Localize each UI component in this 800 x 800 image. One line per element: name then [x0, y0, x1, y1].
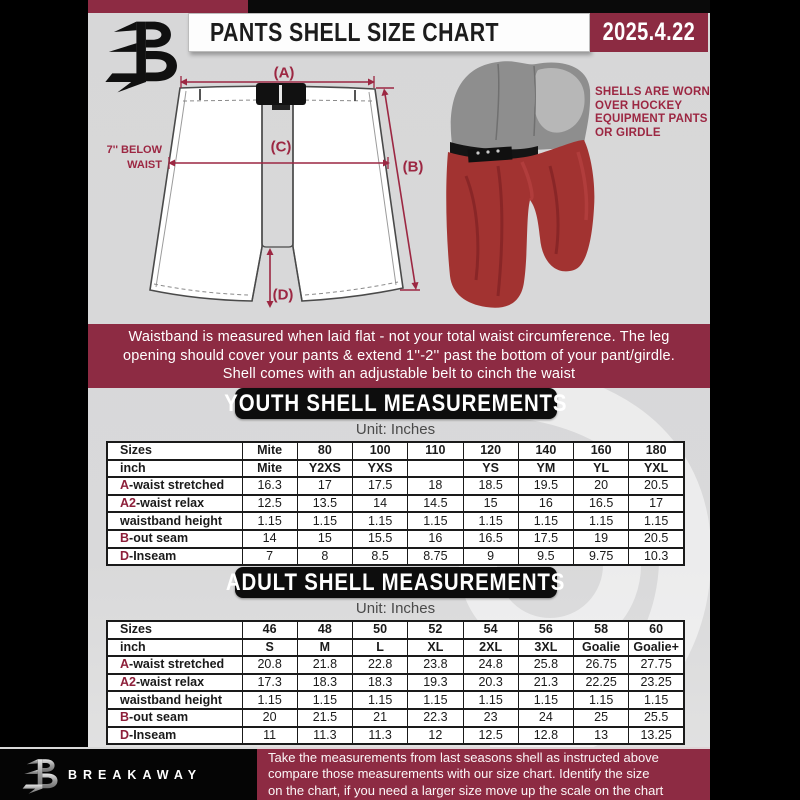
youth-unit-label: Unit: Inches	[355, 421, 436, 438]
size-value-cell: 15.5	[353, 530, 408, 548]
size-value-cell: 26.75	[574, 656, 629, 674]
size-value-cell: 140	[518, 442, 573, 460]
size-value-cell: 18.5	[463, 477, 518, 495]
size-value-cell: 9	[463, 548, 518, 566]
size-value-cell: 13	[574, 727, 629, 745]
size-value-cell: YM	[518, 460, 573, 478]
row-label: waistband height	[107, 512, 242, 530]
row-label: D-Inseam	[107, 548, 242, 566]
size-value-cell: 15	[297, 530, 352, 548]
instruction-line: Shell comes with an adjustable belt to cinch the waist	[222, 366, 576, 383]
adult-unit-label: Unit: Inches	[355, 600, 436, 617]
size-value-cell: 1.15	[297, 691, 352, 709]
size-value-cell: 20	[242, 709, 297, 727]
size-value-cell: 21.8	[297, 656, 352, 674]
size-value-cell: 13.25	[629, 727, 684, 745]
size-value-cell: 14	[353, 495, 408, 513]
size-value-cell: 14.5	[408, 495, 463, 513]
page-title: PANTS SHELL SIZE CHART	[210, 17, 499, 47]
instruction-line: Waistband is measured when laid flat - not your total waist circumference. The leg	[128, 329, 670, 346]
shells-note: SHELLS ARE WORN OVER HOCKEY EQUIPMENT PANTS OR GIRDLE	[595, 86, 711, 139]
table-row	[107, 512, 684, 530]
row-label: A-waist stretched	[107, 477, 242, 495]
table-row	[107, 548, 684, 566]
footer-breakaway-logo	[20, 755, 58, 795]
size-value-cell: 18	[408, 477, 463, 495]
footer-line: on the chart, if you need a larger size move up the scale on the chart	[268, 782, 664, 798]
measure-label-c: (C)	[270, 138, 292, 156]
table-row	[107, 495, 684, 513]
size-value-cell: 8.75	[408, 548, 463, 566]
size-value-cell: 2XL	[463, 639, 518, 657]
size-value-cell: 1.15	[353, 512, 408, 530]
size-value-cell: 15	[463, 495, 518, 513]
below-waist-note: 7'' BELOW WAIST	[106, 144, 162, 171]
size-value-cell: 1.15	[574, 512, 629, 530]
size-value-cell: 60	[629, 621, 684, 639]
size-value-cell: 1.15	[629, 512, 684, 530]
row-label: A2-waist relax	[107, 674, 242, 692]
size-value-cell: 21	[353, 709, 408, 727]
size-value-cell: 8	[297, 548, 352, 566]
table-row	[107, 477, 684, 495]
size-value-cell: 20.5	[629, 477, 684, 495]
size-value-cell: 1.15	[353, 691, 408, 709]
youth-section-title: YOUTH SHELL MEASUREMENTS	[224, 389, 568, 417]
size-value-cell: 19	[574, 530, 629, 548]
size-value-cell: 46	[242, 621, 297, 639]
size-value-cell: XL	[408, 639, 463, 657]
size-value-cell: 24	[518, 709, 573, 727]
youth-section-banner	[224, 388, 568, 419]
size-value-cell: 20	[574, 477, 629, 495]
shorts-outline	[150, 83, 403, 301]
size-value-cell: 21.3	[518, 674, 573, 692]
row-label: inch	[107, 639, 242, 657]
size-value-cell: 17.5	[518, 530, 573, 548]
table-row	[107, 727, 684, 745]
row-label: D-Inseam	[107, 727, 242, 745]
size-value-cell: 17.5	[353, 477, 408, 495]
size-value-cell: 22.3	[408, 709, 463, 727]
size-value-cell: 58	[574, 621, 629, 639]
size-value-cell: 52	[408, 621, 463, 639]
size-value-cell: S	[242, 639, 297, 657]
size-value-cell: 16	[518, 495, 573, 513]
size-value-cell: 18.3	[297, 674, 352, 692]
size-value-cell: 22.8	[353, 656, 408, 674]
adult-section-title: ADULT SHELL MEASUREMENTS	[226, 568, 566, 596]
date-text: 2025.4.22	[602, 18, 696, 46]
date-badge	[590, 13, 708, 52]
row-label: B-out seam	[107, 709, 242, 727]
table-row	[107, 691, 684, 709]
size-value-cell: 8.5	[353, 548, 408, 566]
size-value-cell: 54	[463, 621, 518, 639]
measure-label-d: (D)	[272, 286, 294, 304]
footer-line: Take the measurements from last seasons shell as instructed above	[268, 749, 659, 765]
size-value-cell: 14	[242, 530, 297, 548]
size-value-cell: 22.25	[574, 674, 629, 692]
measure-label-b: (B)	[402, 158, 424, 176]
table-row	[107, 656, 684, 674]
size-value-cell: 80	[297, 442, 352, 460]
size-value-cell: Goalie	[574, 639, 629, 657]
row-label: A-waist stretched	[107, 656, 242, 674]
size-value-cell: 1.15	[574, 691, 629, 709]
size-value-cell: 1.15	[408, 691, 463, 709]
size-value-cell: 1.15	[408, 512, 463, 530]
header-black-strip	[248, 0, 710, 13]
size-value-cell: 1.15	[518, 512, 573, 530]
table-row	[107, 460, 684, 478]
size-value-cell: 17	[629, 495, 684, 513]
size-value-cell: Y2XS	[297, 460, 352, 478]
row-label: inch	[107, 460, 242, 478]
footer-instructions	[257, 747, 710, 800]
logo-b-glyph	[105, 22, 177, 93]
size-value-cell: 7	[242, 548, 297, 566]
size-value-cell: 1.15	[297, 512, 352, 530]
size-value-cell: 12.5	[463, 727, 518, 745]
size-value-cell: 25	[574, 709, 629, 727]
instruction-banner	[88, 324, 710, 388]
row-label: waistband height	[107, 691, 242, 709]
size-value-cell: 120	[463, 442, 518, 460]
size-value-cell: YL	[574, 460, 629, 478]
size-value-cell: Mite	[242, 442, 297, 460]
size-value-cell: L	[353, 639, 408, 657]
page-title-box	[188, 13, 590, 52]
youth-size-table	[106, 441, 685, 566]
size-value-cell: 27.75	[629, 656, 684, 674]
row-label: Sizes	[107, 442, 242, 460]
girdle-gray	[451, 61, 590, 150]
table-row	[107, 442, 684, 460]
table-row	[107, 530, 684, 548]
adult-size-table	[106, 620, 685, 745]
size-value-cell: 23.8	[408, 656, 463, 674]
measure-label-a: (A)	[273, 64, 295, 82]
size-value-cell: 1.15	[629, 691, 684, 709]
size-value-cell: Goalie+	[629, 639, 684, 657]
size-value-cell: 11	[242, 727, 297, 745]
size-value-cell: 23	[463, 709, 518, 727]
size-value-cell: 12.8	[518, 727, 573, 745]
size-value-cell: 12	[408, 727, 463, 745]
size-value-cell: 1.15	[242, 512, 297, 530]
size-value-cell: 9.5	[518, 548, 573, 566]
table-row	[107, 674, 684, 692]
size-value-cell: 1.15	[518, 691, 573, 709]
size-value-cell: 3XL	[518, 639, 573, 657]
header-maroon-strip	[88, 0, 248, 13]
size-value-cell: M	[297, 639, 352, 657]
size-value-cell: 25.5	[629, 709, 684, 727]
size-value-cell: 20.3	[463, 674, 518, 692]
instruction-line: opening should cover your pants & extend 1''-2'' past the bottom of your pant/girdle.	[122, 347, 675, 364]
size-value-cell	[408, 460, 463, 478]
size-value-cell: 11.3	[353, 727, 408, 745]
size-value-cell: 50	[353, 621, 408, 639]
size-value-cell: 9.75	[574, 548, 629, 566]
size-value-cell: 23.25	[629, 674, 684, 692]
size-value-cell: 18.3	[353, 674, 408, 692]
size-value-cell: 25.8	[518, 656, 573, 674]
breakaway-logo	[99, 13, 179, 95]
size-value-cell: 17	[297, 477, 352, 495]
size-value-cell: 10.3	[629, 548, 684, 566]
size-value-cell: 19.5	[518, 477, 573, 495]
size-value-cell: YS	[463, 460, 518, 478]
size-value-cell: 110	[408, 442, 463, 460]
size-value-cell: 1.15	[463, 512, 518, 530]
size-value-cell: 16.3	[242, 477, 297, 495]
pants-shell-photo	[438, 56, 618, 318]
size-value-cell: 12.5	[242, 495, 297, 513]
footer-brand-text: BREAKAWAY	[68, 767, 203, 782]
size-value-cell: 11.3	[297, 727, 352, 745]
table-row	[107, 621, 684, 639]
row-label: Sizes	[107, 621, 242, 639]
size-value-cell: 19.3	[408, 674, 463, 692]
size-value-cell: 16.5	[574, 495, 629, 513]
size-value-cell: 180	[629, 442, 684, 460]
red-shell	[446, 140, 594, 308]
left-frame	[0, 0, 88, 800]
table-row	[107, 709, 684, 727]
size-value-cell: 100	[353, 442, 408, 460]
size-value-cell: 1.15	[242, 691, 297, 709]
adult-section-banner	[226, 567, 566, 598]
size-value-cell: 16.5	[463, 530, 518, 548]
footer-line: compare those measurements with our size chart. Identify the size	[268, 766, 650, 782]
size-value-cell: 16	[408, 530, 463, 548]
table-row	[107, 639, 684, 657]
size-value-cell: 24.8	[463, 656, 518, 674]
footer-logo-box	[0, 747, 257, 800]
size-value-cell: 56	[518, 621, 573, 639]
size-value-cell: 1.15	[463, 691, 518, 709]
right-frame	[710, 0, 800, 800]
size-value-cell: 20.8	[242, 656, 297, 674]
size-value-cell: 21.5	[297, 709, 352, 727]
row-label: A2-waist relax	[107, 495, 242, 513]
size-value-cell: 13.5	[297, 495, 352, 513]
size-value-cell: 20.5	[629, 530, 684, 548]
size-value-cell: YXS	[353, 460, 408, 478]
size-value-cell: 160	[574, 442, 629, 460]
row-label: B-out seam	[107, 530, 242, 548]
size-value-cell: YXL	[629, 460, 684, 478]
size-value-cell: Mite	[242, 460, 297, 478]
size-value-cell: 48	[297, 621, 352, 639]
size-value-cell: 17.3	[242, 674, 297, 692]
